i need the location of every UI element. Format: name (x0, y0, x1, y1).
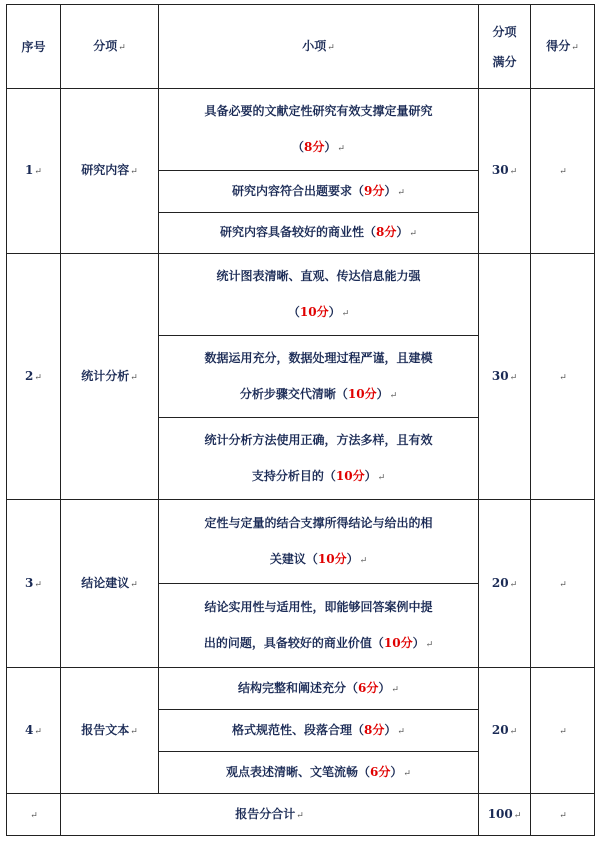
score-cell[interactable]: ↵ (531, 89, 595, 254)
table-row (7, 254, 595, 336)
item-cell: 统计分析方法使用正确，方法多样，且有效 支持分析目的（10分）↵ (159, 418, 479, 500)
max-cell: 30↵ (479, 254, 531, 500)
item-cell: 具备必要的文献定性研究有效支撑定量研究 （8分）↵ (159, 89, 479, 171)
category-cell: 报告文本↵ (61, 668, 159, 794)
item-cell: 定性与定量的结合支撑所得结论与给出的相 关建议（10分）↵ (159, 500, 479, 584)
table-row (7, 89, 595, 171)
item-cell: 结论实用性与适用性，即能够回答案例中提 出的问题，具备较好的商业价值（10分）↵ (159, 584, 479, 668)
max-cell: 30↵ (479, 89, 531, 254)
total-row (7, 794, 595, 836)
max-cell: 20↵ (479, 500, 531, 668)
header-score: 得分↵ (531, 5, 595, 89)
item-cell: 数据运用充分，数据处理过程严谨，且建模 分析步骤交代清晰（10分）↵ (159, 336, 479, 418)
header-max: 分项 满分 (479, 5, 531, 89)
header-category: 分项↵ (61, 5, 159, 89)
item-cell: 统计图表清晰、直观、传达信息能力强 （10分）↵ (159, 254, 479, 336)
header-item: 小项↵ (159, 5, 479, 89)
table-row (7, 668, 595, 710)
category-cell: 结论建议↵ (61, 500, 159, 668)
table-row (7, 500, 595, 584)
category-cell: 研究内容↵ (61, 89, 159, 254)
seq-cell: 4↵ (7, 668, 61, 794)
item-cell: 格式规范性、段落合理（8分）↵ (159, 710, 479, 752)
item-cell: 研究内容具备较好的商业性（8分）↵ (159, 213, 479, 254)
total-score-cell[interactable]: ↵ (531, 794, 595, 836)
total-label-cell: 报告分合计↵ (61, 794, 479, 836)
item-cell: 观点表述清晰、文笔流畅（6分）↵ (159, 752, 479, 794)
scoring-table (6, 4, 595, 836)
header-row (7, 5, 595, 89)
score-cell[interactable]: ↵ (531, 500, 595, 668)
seq-cell: 3↵ (7, 500, 61, 668)
score-cell[interactable]: ↵ (531, 254, 595, 500)
header-seq: 序号 (7, 5, 61, 89)
total-max-cell: 100↵ (479, 794, 531, 836)
item-cell: 研究内容符合出题要求（9分）↵ (159, 171, 479, 213)
item-cell: 结构完整和阐述充分（6分）↵ (159, 668, 479, 710)
score-cell[interactable]: ↵ (531, 668, 595, 794)
seq-cell: 1↵ (7, 89, 61, 254)
seq-cell: 2↵ (7, 254, 61, 500)
max-cell: 20↵ (479, 668, 531, 794)
category-cell: 统计分析↵ (61, 254, 159, 500)
total-seq-cell: ↵ (7, 794, 61, 836)
